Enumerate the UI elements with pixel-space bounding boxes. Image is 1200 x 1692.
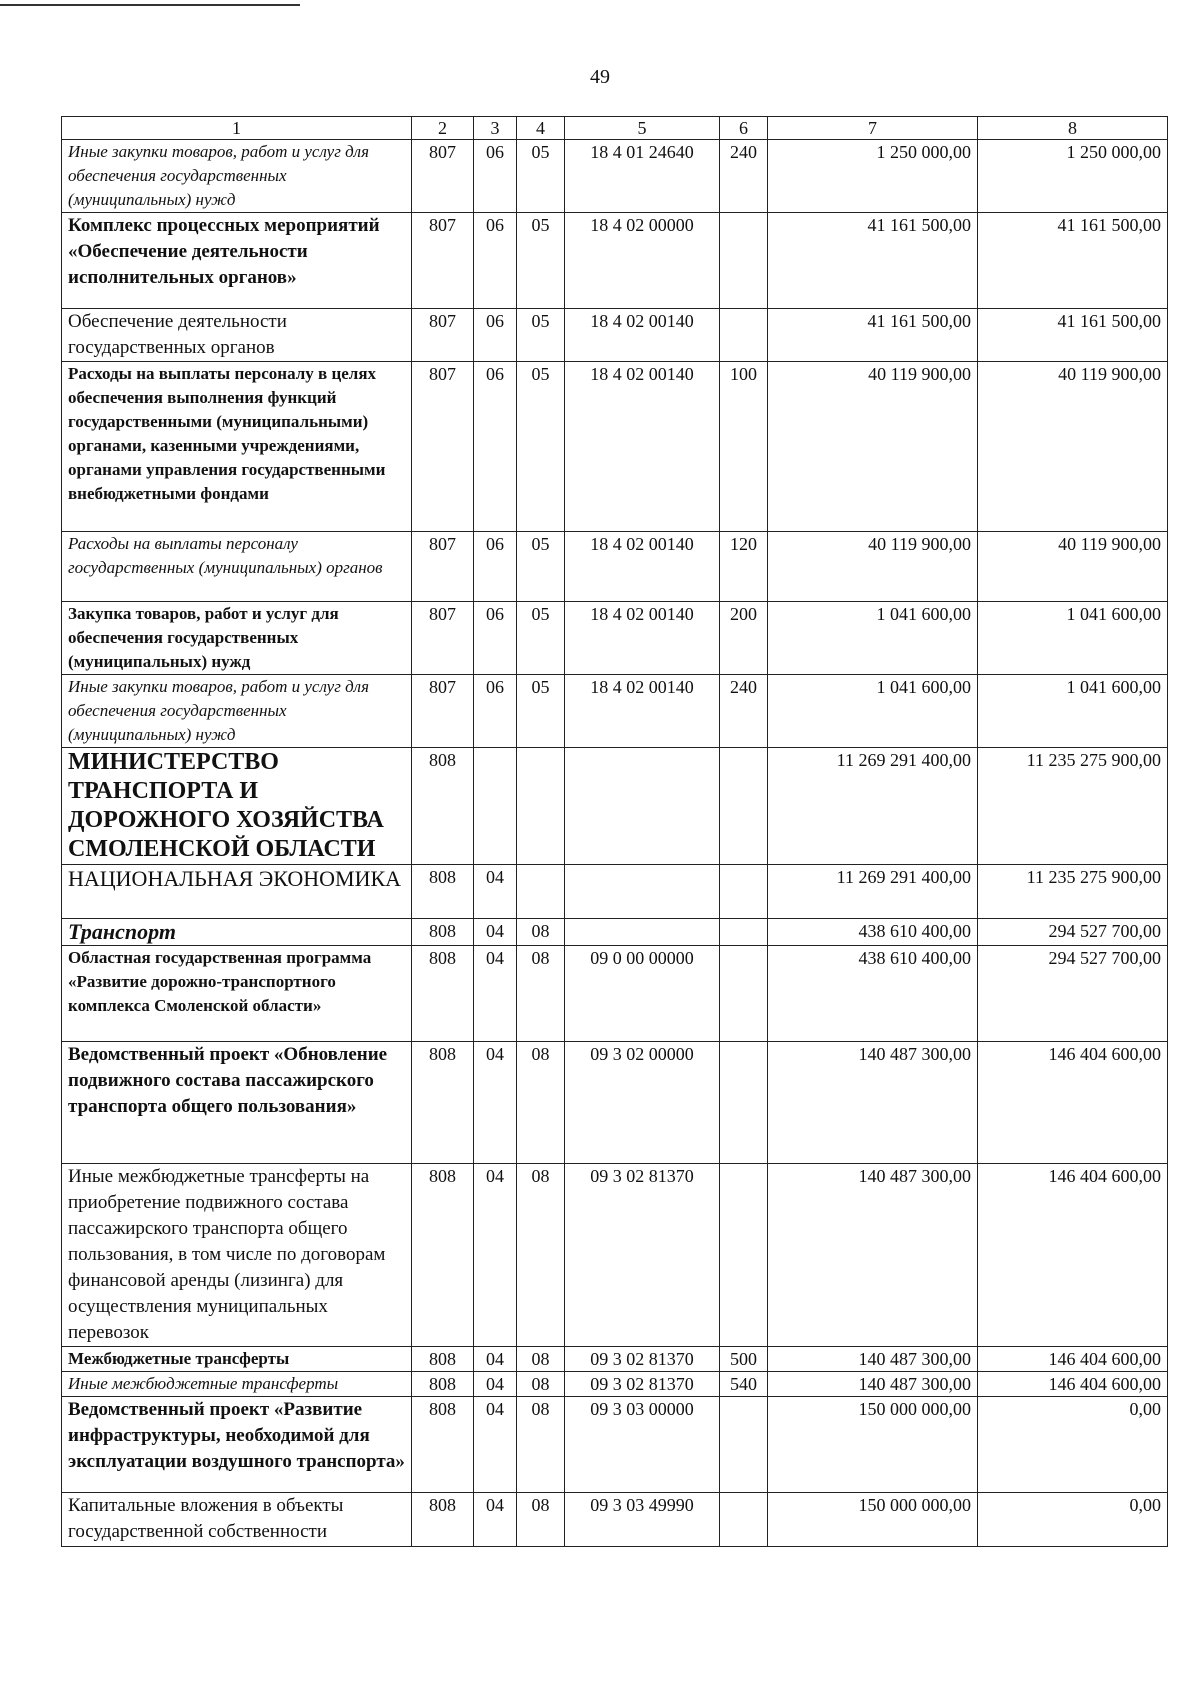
section-code-cell: 04 bbox=[474, 946, 517, 1042]
row-name-cell: Ведомственный проект «Развитие инфраструктуры, необходимой для эксплуатации воздушного транспорта» bbox=[62, 1397, 412, 1493]
table-row bbox=[62, 1347, 1168, 1372]
amount-year1-cell: 150 000 000,00 bbox=[768, 1397, 978, 1493]
chapter-code-cell: 808 bbox=[412, 919, 474, 946]
amount-year2-cell: 41 161 500,00 bbox=[978, 213, 1168, 309]
target-article-cell: 09 3 02 81370 bbox=[565, 1372, 720, 1397]
row-name-cell: Иные закупки товаров, работ и услуг для обеспечения государственных (муниципальных) нужд bbox=[62, 675, 412, 748]
target-article-cell: 18 4 02 00140 bbox=[565, 309, 720, 362]
amount-year1-cell: 140 487 300,00 bbox=[768, 1164, 978, 1347]
header-cell: 6 bbox=[720, 117, 768, 140]
amount-year2-cell: 294 527 700,00 bbox=[978, 919, 1168, 946]
subsection-code-cell: 05 bbox=[517, 309, 565, 362]
section-code-cell: 04 bbox=[474, 1164, 517, 1347]
chapter-code-cell: 807 bbox=[412, 213, 474, 309]
header-cell: 4 bbox=[517, 117, 565, 140]
amount-year2-cell: 41 161 500,00 bbox=[978, 309, 1168, 362]
expense-type-cell bbox=[720, 1042, 768, 1164]
amount-year2-cell: 40 119 900,00 bbox=[978, 532, 1168, 602]
target-article-cell: 18 4 02 00000 bbox=[565, 213, 720, 309]
chapter-code-cell: 807 bbox=[412, 140, 474, 213]
subsection-code-cell: 08 bbox=[517, 1347, 565, 1372]
section-code-cell: 06 bbox=[474, 140, 517, 213]
amount-year1-cell: 140 487 300,00 bbox=[768, 1372, 978, 1397]
amount-year2-cell: 146 404 600,00 bbox=[978, 1164, 1168, 1347]
row-name-cell: Иные межбюджетные трансферты на приобретение подвижного состава пассажирского транспорта общего пользования, в том числе по договорам финансовой аренды (лизинга) для осуществления муниципальных перевозок bbox=[62, 1164, 412, 1347]
subsection-code-cell bbox=[517, 748, 565, 865]
expense-type-cell: 240 bbox=[720, 140, 768, 213]
row-name-cell: Расходы на выплаты персоналу в целях обеспечения выполнения функций государственными (муниципальными) органами, казенными учреждениями, органами управления государственными внебюджетными фондами bbox=[62, 362, 412, 532]
section-code-cell: 06 bbox=[474, 309, 517, 362]
section-code-cell: 06 bbox=[474, 213, 517, 309]
amount-year2-cell: 146 404 600,00 bbox=[978, 1372, 1168, 1397]
table-row bbox=[62, 1042, 1168, 1164]
expense-type-cell bbox=[720, 1493, 768, 1547]
subsection-code-cell: 08 bbox=[517, 1042, 565, 1164]
header-cell: 3 bbox=[474, 117, 517, 140]
row-name-cell: Расходы на выплаты персоналу государственных (муниципальных) органов bbox=[62, 532, 412, 602]
amount-year2-cell: 11 235 275 900,00 bbox=[978, 865, 1168, 919]
expense-type-cell: 540 bbox=[720, 1372, 768, 1397]
target-article-cell: 09 3 02 81370 bbox=[565, 1164, 720, 1347]
expense-type-cell bbox=[720, 1164, 768, 1347]
section-code-cell: 04 bbox=[474, 865, 517, 919]
amount-year1-cell: 140 487 300,00 bbox=[768, 1042, 978, 1164]
page-number: 49 bbox=[590, 66, 610, 88]
expense-type-cell bbox=[720, 309, 768, 362]
table-row bbox=[62, 362, 1168, 532]
subsection-code-cell: 05 bbox=[517, 675, 565, 748]
subsection-code-cell: 08 bbox=[517, 919, 565, 946]
amount-year1-cell: 41 161 500,00 bbox=[768, 309, 978, 362]
header-cell: 2 bbox=[412, 117, 474, 140]
row-name-cell: Закупка товаров, работ и услуг для обеспечения государственных (муниципальных) нужд bbox=[62, 602, 412, 675]
table-row bbox=[62, 675, 1168, 748]
expense-type-cell bbox=[720, 213, 768, 309]
expense-type-cell: 500 bbox=[720, 1347, 768, 1372]
amount-year2-cell: 0,00 bbox=[978, 1493, 1168, 1547]
expense-type-cell: 100 bbox=[720, 362, 768, 532]
subsection-code-cell: 05 bbox=[517, 140, 565, 213]
header-row bbox=[62, 117, 1168, 140]
row-name-cell: Обеспечение деятельности государственных органов bbox=[62, 309, 412, 362]
subsection-code-cell: 05 bbox=[517, 602, 565, 675]
row-name-cell: Областная государственная программа «Развитие дорожно-транспортного комплекса Смоленской области» bbox=[62, 946, 412, 1042]
target-article-cell bbox=[565, 865, 720, 919]
amount-year1-cell: 150 000 000,00 bbox=[768, 1493, 978, 1547]
chapter-code-cell: 807 bbox=[412, 309, 474, 362]
row-name-cell: МИНИСТЕРСТВО ТРАНСПОРТА И ДОРОЖНОГО ХОЗЯЙСТВА СМОЛЕНСКОЙ ОБЛАСТИ bbox=[62, 748, 412, 865]
subsection-code-cell: 08 bbox=[517, 1493, 565, 1547]
subsection-code-cell: 05 bbox=[517, 213, 565, 309]
expense-type-cell: 240 bbox=[720, 675, 768, 748]
table-row bbox=[62, 140, 1168, 213]
section-code-cell: 04 bbox=[474, 1397, 517, 1493]
table-row bbox=[62, 532, 1168, 602]
amount-year1-cell: 1 250 000,00 bbox=[768, 140, 978, 213]
expense-type-cell: 200 bbox=[720, 602, 768, 675]
table-row bbox=[62, 309, 1168, 362]
section-code-cell: 04 bbox=[474, 1042, 517, 1164]
section-code-cell: 06 bbox=[474, 532, 517, 602]
amount-year2-cell: 146 404 600,00 bbox=[978, 1042, 1168, 1164]
chapter-code-cell: 808 bbox=[412, 1042, 474, 1164]
expense-type-cell bbox=[720, 946, 768, 1042]
row-name-cell: Капитальные вложения в объекты государственной собственности bbox=[62, 1493, 412, 1547]
amount-year1-cell: 40 119 900,00 bbox=[768, 362, 978, 532]
chapter-code-cell: 808 bbox=[412, 1372, 474, 1397]
table-row bbox=[62, 213, 1168, 309]
target-article-cell: 18 4 01 24640 bbox=[565, 140, 720, 213]
amount-year1-cell: 1 041 600,00 bbox=[768, 675, 978, 748]
amount-year1-cell: 40 119 900,00 bbox=[768, 532, 978, 602]
section-code-cell: 04 bbox=[474, 919, 517, 946]
top-rule bbox=[0, 4, 300, 6]
target-article-cell: 09 0 00 00000 bbox=[565, 946, 720, 1042]
subsection-code-cell: 08 bbox=[517, 1372, 565, 1397]
header-cell: 5 bbox=[565, 117, 720, 140]
table-row bbox=[62, 1493, 1168, 1547]
amount-year1-cell: 140 487 300,00 bbox=[768, 1347, 978, 1372]
table-row bbox=[62, 865, 1168, 919]
table-row bbox=[62, 946, 1168, 1042]
table-body bbox=[62, 140, 1168, 1547]
amount-year2-cell: 146 404 600,00 bbox=[978, 1347, 1168, 1372]
amount-year1-cell: 41 161 500,00 bbox=[768, 213, 978, 309]
subsection-code-cell: 08 bbox=[517, 1397, 565, 1493]
chapter-code-cell: 807 bbox=[412, 362, 474, 532]
target-article-cell: 18 4 02 00140 bbox=[565, 362, 720, 532]
expense-type-cell: 120 bbox=[720, 532, 768, 602]
chapter-code-cell: 807 bbox=[412, 602, 474, 675]
chapter-code-cell: 808 bbox=[412, 1164, 474, 1347]
target-article-cell: 09 3 02 81370 bbox=[565, 1347, 720, 1372]
target-article-cell: 18 4 02 00140 bbox=[565, 675, 720, 748]
section-code-cell: 06 bbox=[474, 675, 517, 748]
table-row bbox=[62, 1164, 1168, 1347]
amount-year2-cell: 40 119 900,00 bbox=[978, 362, 1168, 532]
section-code-cell: 04 bbox=[474, 1347, 517, 1372]
expense-type-cell bbox=[720, 919, 768, 946]
table-row bbox=[62, 748, 1168, 865]
amount-year2-cell: 11 235 275 900,00 bbox=[978, 748, 1168, 865]
header-cell: 8 bbox=[978, 117, 1168, 140]
budget-table bbox=[61, 116, 1168, 1547]
amount-year1-cell: 11 269 291 400,00 bbox=[768, 865, 978, 919]
chapter-code-cell: 807 bbox=[412, 675, 474, 748]
row-name-cell: Иные закупки товаров, работ и услуг для обеспечения государственных (муниципальных) нужд bbox=[62, 140, 412, 213]
subsection-code-cell: 05 bbox=[517, 362, 565, 532]
row-name-cell: Ведомственный проект «Обновление подвижного состава пассажирского транспорта общего пользования» bbox=[62, 1042, 412, 1164]
chapter-code-cell: 808 bbox=[412, 865, 474, 919]
amount-year1-cell: 438 610 400,00 bbox=[768, 919, 978, 946]
expense-type-cell bbox=[720, 748, 768, 865]
row-name-cell: Транспорт bbox=[62, 919, 412, 946]
amount-year2-cell: 1 041 600,00 bbox=[978, 602, 1168, 675]
section-code-cell: 04 bbox=[474, 1372, 517, 1397]
target-article-cell bbox=[565, 748, 720, 865]
header-cell: 7 bbox=[768, 117, 978, 140]
section-code-cell: 06 bbox=[474, 602, 517, 675]
chapter-code-cell: 808 bbox=[412, 1397, 474, 1493]
chapter-code-cell: 808 bbox=[412, 1347, 474, 1372]
chapter-code-cell: 808 bbox=[412, 946, 474, 1042]
amount-year1-cell: 11 269 291 400,00 bbox=[768, 748, 978, 865]
expense-type-cell bbox=[720, 865, 768, 919]
subsection-code-cell: 08 bbox=[517, 1164, 565, 1347]
header-cell: 1 bbox=[62, 117, 412, 140]
subsection-code-cell bbox=[517, 865, 565, 919]
chapter-code-cell: 808 bbox=[412, 748, 474, 865]
expense-type-cell bbox=[720, 1397, 768, 1493]
row-name-cell: Комплекс процессных мероприятий «Обеспечение деятельности исполнительных органов» bbox=[62, 213, 412, 309]
section-code-cell: 04 bbox=[474, 1493, 517, 1547]
amount-year1-cell: 438 610 400,00 bbox=[768, 946, 978, 1042]
row-name-cell: НАЦИОНАЛЬНАЯ ЭКОНОМИКА bbox=[62, 865, 412, 919]
subsection-code-cell: 08 bbox=[517, 946, 565, 1042]
row-name-cell: Иные межбюджетные трансферты bbox=[62, 1372, 412, 1397]
target-article-cell: 09 3 03 49990 bbox=[565, 1493, 720, 1547]
target-article-cell: 18 4 02 00140 bbox=[565, 602, 720, 675]
section-code-cell: 06 bbox=[474, 362, 517, 532]
amount-year2-cell: 1 041 600,00 bbox=[978, 675, 1168, 748]
subsection-code-cell: 05 bbox=[517, 532, 565, 602]
table-row bbox=[62, 602, 1168, 675]
amount-year2-cell: 0,00 bbox=[978, 1397, 1168, 1493]
chapter-code-cell: 807 bbox=[412, 532, 474, 602]
amount-year1-cell: 1 041 600,00 bbox=[768, 602, 978, 675]
chapter-code-cell: 808 bbox=[412, 1493, 474, 1547]
row-name-cell: Межбюджетные трансферты bbox=[62, 1347, 412, 1372]
section-code-cell bbox=[474, 748, 517, 865]
table-row bbox=[62, 919, 1168, 946]
target-article-cell: 18 4 02 00140 bbox=[565, 532, 720, 602]
target-article-cell: 09 3 02 00000 bbox=[565, 1042, 720, 1164]
table-row bbox=[62, 1372, 1168, 1397]
target-article-cell: 09 3 03 00000 bbox=[565, 1397, 720, 1493]
amount-year2-cell: 1 250 000,00 bbox=[978, 140, 1168, 213]
table-row bbox=[62, 1397, 1168, 1493]
amount-year2-cell: 294 527 700,00 bbox=[978, 946, 1168, 1042]
target-article-cell bbox=[565, 919, 720, 946]
